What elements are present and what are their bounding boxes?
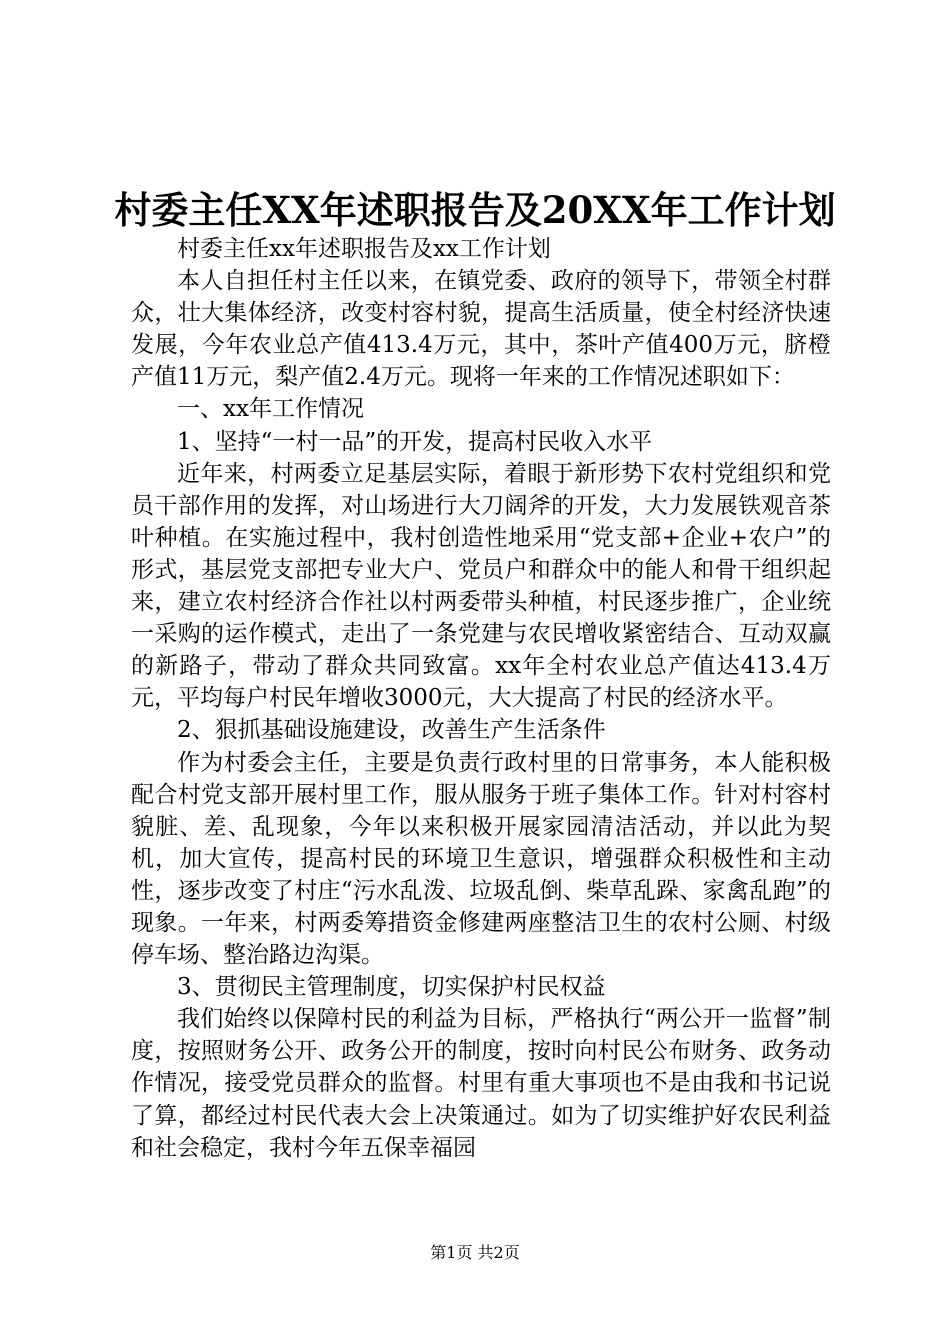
paragraph-subtitle: 村委主任xx年述职报告及xx工作计划: [177, 236, 551, 262]
document-body: [131, 233, 831, 1164]
subsection-heading-3: 3、贯彻民主管理制度，切实保护村民权益: [177, 974, 606, 1001]
paragraph-infrastructure: 作为村委会主任，主要是负责行政村里的日常事务，本人能积极配合村党支部开展村里工作，服从服务于班子集体工作。针对村容村貌脏、差、乱现象，今年以来积极开展家园清洁活动，并以此为契机，加大宣传，提高村民的环境卫生意识，增强群众积极性和主动性，逐步改变了村庄“污水乱泼、垃圾乱倒、柴草乱跺、家禽乱跑”的现象。一年来，村两委筹措资金修建两座整洁卫生的农村公厕、村级停车场、整治路边沟渠。: [131, 749, 831, 969]
subsection-heading-2: 2、狠抓基础设施建设，改善生产生活条件: [177, 717, 606, 744]
paragraph-intro: 本人自担任村主任以来，在镇党委、政府的领导下，带领全村群众，壮大集体经济，改变村容村貌，提高生活质量，使全村经济快速发展，今年农业总产值413.4万元，其中，茶叶产值400万元，脐橙产值11万元，梨产值2.4万元。现将一年来的工作情况述职如下：: [131, 268, 831, 391]
paragraph-democracy: 我们始终以保障村民的利益为目标，严格执行“两公开一监督”制度，按照财务公开、政务公开的制度，按时向村民公布财务、政务动作情况，接受党员群众的监督。村里有重大事项也不是由我和书记说了算，都经过村民代表大会上决策通过。如为了切实维护好农民利益和社会稳定，我村今年五保幸福园: [131, 1006, 831, 1161]
subsection-heading-1: 1、坚持“一村一品”的开发，提高村民收入水平: [177, 428, 653, 455]
section-heading-1: 一、xx年工作情况: [177, 396, 364, 423]
paragraph-development: 近年来，村两委立足基层实际，着眼于新形势下农村党组织和党员干部作用的发挥，对山场进行大刀阔斧的开发，大力发展铁观音茶叶种植。在实施过程中，我村创造性地采用“党支部+企业+农户”的形式，基层党支部把专业大户、党员户和群众中的能人和骨干组织起来，建立农村经济合作社以村两委带头种植，村民逐步推广，企业统一采购的运作模式，走出了一条党建与农民增收紧密结合、互动双赢的新路子，带动了群众共同致富。xx年全村农业总产值达413.4万元，平均每户村民年增收3000元，大大提高了村民的经济水平。: [131, 460, 831, 712]
document-title: 村委主任XX年述职报告及20XX年工作计划: [114, 188, 836, 232]
page-footer: 第1页 共2页: [430, 1243, 520, 1262]
